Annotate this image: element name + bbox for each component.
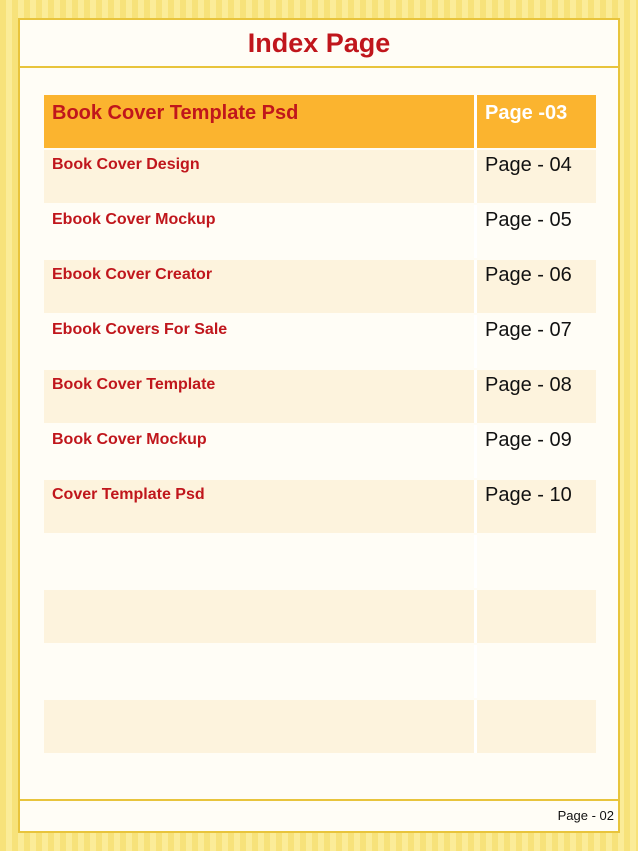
- title-bar: [20, 20, 618, 68]
- index-row: [44, 645, 596, 698]
- header-topic-cell: Book Cover Template Psd: [44, 95, 474, 148]
- topic-cell: [44, 535, 474, 588]
- index-table: [44, 93, 596, 755]
- page-cell: [474, 645, 596, 698]
- topic-cell: Book Cover Mockup: [44, 425, 474, 478]
- index-header-row: [44, 95, 596, 148]
- page-cell: Page - 06: [474, 260, 596, 313]
- index-row: [44, 370, 596, 423]
- topic-cell: Book Cover Template: [44, 370, 474, 423]
- index-row: [44, 535, 596, 588]
- page-cell: [474, 535, 596, 588]
- index-row: [44, 205, 596, 258]
- index-row: [44, 315, 596, 368]
- topic-cell: Ebook Cover Mockup: [44, 205, 474, 258]
- topic-cell: Book Cover Design: [44, 150, 474, 203]
- page-title: Index Page: [247, 28, 391, 58]
- page-cell: Page - 10: [474, 480, 596, 533]
- topic-cell: [44, 590, 474, 643]
- topic-cell: [44, 700, 474, 753]
- page-cell: Page - 09: [474, 425, 596, 478]
- page-cell: Page - 07: [474, 315, 596, 368]
- header-page-cell: Page -03: [474, 95, 596, 148]
- topic-cell: Ebook Covers For Sale: [44, 315, 474, 368]
- index-row: [44, 480, 596, 533]
- topic-cell: Ebook Cover Creator: [44, 260, 474, 313]
- page-cell: [474, 590, 596, 643]
- page-cell: Page - 04: [474, 150, 596, 203]
- index-row: [44, 150, 596, 203]
- index-row: [44, 700, 596, 753]
- index-row: [44, 425, 596, 478]
- footer-page-number: Page - 02: [557, 808, 614, 823]
- page-cell: Page - 05: [474, 205, 596, 258]
- index-row: [44, 260, 596, 313]
- page-cell: Page - 08: [474, 370, 596, 423]
- page-frame: [18, 18, 620, 833]
- topic-cell: [44, 645, 474, 698]
- page-cell: [474, 700, 596, 753]
- footer-bar: [20, 799, 618, 831]
- topic-cell: Cover Template Psd: [44, 480, 474, 533]
- index-row: [44, 590, 596, 643]
